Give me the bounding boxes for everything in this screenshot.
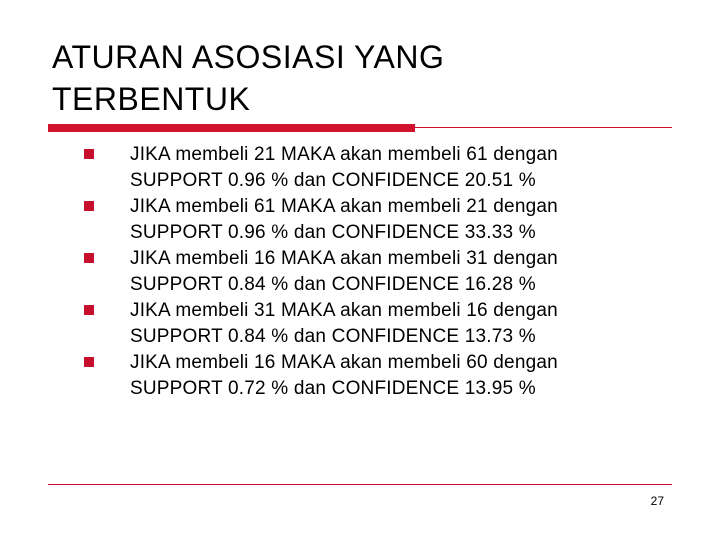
rule-item-3 (84, 246, 674, 298)
rule-item-4 (84, 298, 674, 350)
rule-item-1-line-1: JIKA membeli 21 MAKA akan membeli 61 dengan (130, 144, 558, 165)
red-square-bullet-icon (84, 201, 94, 211)
page-number: 27 (650, 494, 664, 508)
slide-title-line-2: TERBENTUK (52, 81, 251, 117)
rule-item-5 (84, 350, 674, 402)
slide-title (52, 36, 672, 120)
red-square-bullet-icon (84, 149, 94, 159)
slide-title-line-1: ATURAN ASOSIASI YANG (52, 39, 445, 75)
rule-item-5-line-2: SUPPORT 0.72 % dan CONFIDENCE 13.95 % (130, 378, 536, 399)
rule-item-1-line-2: SUPPORT 0.96 % dan CONFIDENCE 20.51 % (130, 170, 536, 191)
rule-list (84, 142, 674, 402)
rule-item-1 (84, 142, 674, 194)
red-square-bullet-icon (84, 305, 94, 315)
red-square-bullet-icon (84, 253, 94, 263)
rule-item-4-line-2: SUPPORT 0.84 % dan CONFIDENCE 13.73 % (130, 326, 536, 347)
footer-divider (48, 484, 672, 485)
rule-item-2-line-1: JIKA membeli 61 MAKA akan membeli 21 dengan (130, 196, 558, 217)
red-square-bullet-icon (84, 357, 94, 367)
rule-item-5-line-1: JIKA membeli 16 MAKA akan membeli 60 dengan (130, 352, 558, 373)
rule-item-2 (84, 194, 674, 246)
rule-item-4-line-1: JIKA membeli 31 MAKA akan membeli 16 dengan (130, 300, 558, 321)
rule-item-2-line-2: SUPPORT 0.96 % dan CONFIDENCE 33.33 % (130, 222, 536, 243)
title-accent-bar (48, 124, 415, 132)
rule-item-3-line-2: SUPPORT 0.84 % dan CONFIDENCE 16.28 % (130, 274, 536, 295)
rule-item-3-line-1: JIKA membeli 16 MAKA akan membeli 31 dengan (130, 248, 558, 269)
